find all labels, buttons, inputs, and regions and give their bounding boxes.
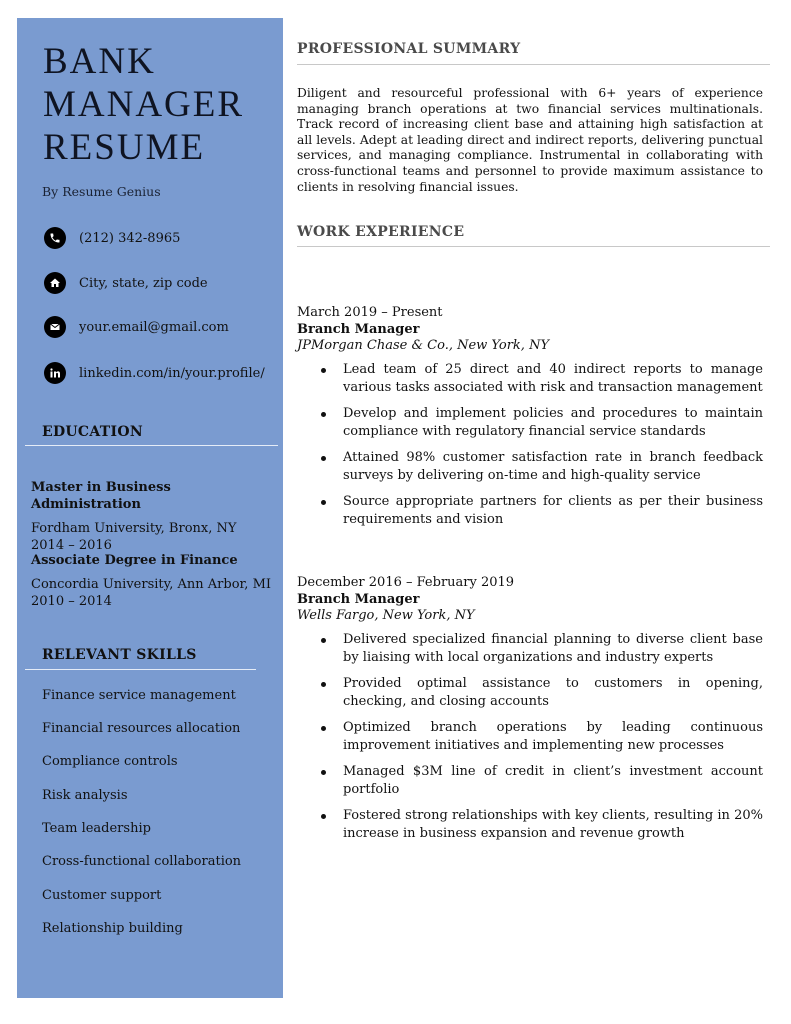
school: Concordia University, Ann Arbor, MI	[31, 577, 272, 592]
job-bullets	[297, 631, 763, 843]
byline: By Resume Genius	[42, 184, 161, 199]
summary-text: Diligent and resourceful professional with 6+ years of experience managing branch operations at two financial services multinationals. Track record of increasing client base and attaining high satisfaction at all levels. Adept at leading direct and indirect reports, delivering punctual services, and managing compliance. Instrumental in collaborating with cross-functional teams and personnel to provide maximum assistance to clients in resolving financial issues.	[297, 86, 763, 194]
contact-phone	[44, 226, 180, 250]
email-icon	[44, 316, 66, 338]
sidebar	[17, 18, 283, 998]
linkedin-icon	[44, 362, 66, 384]
skill-item: Team leadership	[42, 821, 151, 836]
job-bullet: Develop and implement policies and procedures to maintain compliance with regulatory financial service standards	[343, 405, 763, 439]
skill-item: Finance service management	[42, 688, 236, 703]
summary-divider	[297, 64, 770, 65]
address: City, state, zip code	[79, 275, 208, 291]
job-company: Wells Fargo, New York, NY	[297, 608, 475, 623]
contact-email	[44, 315, 229, 339]
job-bullet: Fostered strong relationships with key clients, resulting in 20% increase in business expansion and revenue growth	[343, 807, 763, 841]
skill-item: Financial resources allocation	[42, 721, 241, 736]
title-line: MANAGER	[43, 84, 245, 125]
job-bullet: Delivered specialized financial planning to diverse client base by liaising with local organizations and industry experts	[343, 631, 763, 665]
job-dates: December 2016 – February 2019	[297, 575, 515, 590]
phone-number[interactable]: (212) 342-8965	[79, 230, 181, 246]
experience-heading: WORK EXPERIENCE	[297, 224, 465, 240]
contact-linkedin	[44, 361, 265, 385]
experience-divider	[297, 246, 770, 247]
job-dates: March 2019 – Present	[297, 305, 443, 320]
job-bullet: Provided optimal assistance to customers in opening, checking, and closing accounts	[343, 675, 763, 709]
job-bullets	[297, 361, 763, 529]
job-title: Branch Manager	[297, 321, 420, 337]
contact-address	[44, 271, 208, 295]
skill-item: Compliance controls	[42, 754, 178, 769]
resume-title	[43, 40, 273, 169]
main-content	[297, 0, 770, 1024]
title-line: RESUME	[43, 127, 206, 168]
education-divider	[25, 445, 278, 446]
skill-item: Relationship building	[42, 921, 183, 936]
linkedin-url[interactable]: linkedin.com/in/your.profile/	[79, 365, 265, 381]
years: 2010 – 2014	[31, 594, 112, 609]
title-line: BANK	[43, 41, 156, 82]
email-address[interactable]: your.email@gmail.com	[79, 319, 229, 335]
years: 2014 – 2016	[31, 538, 112, 553]
skill-item: Customer support	[42, 888, 162, 903]
job-bullet: Optimized branch operations by leading continuous improvement initiatives and implementing new processes	[343, 719, 763, 753]
job-bullet: Source appropriate partners for clients as per their business requirements and vision	[343, 493, 763, 527]
phone-icon	[44, 227, 66, 249]
job-company: JPMorgan Chase & Co., New York, NY	[297, 338, 550, 353]
degree: Master in Business Administration	[31, 480, 171, 512]
job-bullet: Lead team of 25 direct and 40 indirect reports to manage various tasks associated with risk and transaction management	[343, 361, 763, 395]
skill-item: Risk analysis	[42, 788, 128, 803]
job-bullet: Managed $3M line of credit in client’s investment account portfolio	[343, 763, 763, 797]
skills-divider	[25, 669, 256, 670]
skill-item: Cross-functional collaboration	[42, 854, 242, 869]
home-icon	[44, 272, 66, 294]
job-bullet: Attained 98% customer satisfaction rate in branch feedback surveys by delivering on-time and high-quality service	[343, 449, 763, 483]
summary-heading: PROFESSIONAL SUMMARY	[297, 41, 521, 57]
education-entry	[31, 552, 279, 610]
education-entry	[31, 479, 279, 554]
job-entry	[297, 575, 763, 851]
skills-heading: RELEVANT SKILLS	[42, 647, 197, 663]
job-title: Branch Manager	[297, 591, 420, 607]
degree: Associate Degree in Finance	[31, 553, 238, 568]
job-entry	[297, 305, 763, 537]
education-heading: EDUCATION	[42, 424, 143, 440]
school: Fordham University, Bronx, NY	[31, 521, 237, 536]
